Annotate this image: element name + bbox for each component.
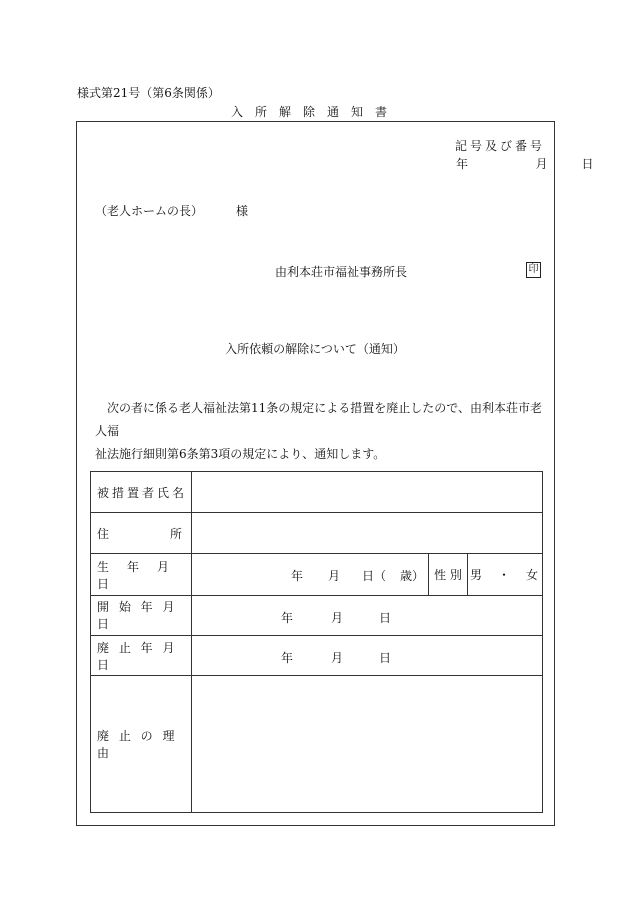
end-year: 年 [281,650,294,665]
sex-options[interactable]: 男 ・ 女 [468,554,543,595]
birth-age: 歳） [400,569,425,584]
birth-label: 生 年 月 日 [91,554,192,595]
start-month: 月 [331,610,344,625]
end-day: 日 [379,650,392,665]
body-line-2: 祉法施行細則第6条第3項の規定により、通知します。 [95,447,386,461]
end-date-label: 廃 止 年 月 日 [91,635,192,675]
birth-day: 日（ [362,569,387,584]
address-label-1: 住 [97,526,113,541]
form-number: 様式第21号（第6条関係） [77,86,220,100]
body-paragraph [95,397,547,466]
address-value[interactable] [192,513,543,554]
details-table [90,471,543,813]
end-month: 月 [331,650,344,665]
table-row [91,635,543,675]
table-row [91,595,543,635]
start-date-value[interactable] [192,595,543,635]
table-row [91,554,543,595]
sender-name: 由利本荘市福祉事務所長 [275,265,408,279]
document-title: 入所解除通知書 [230,105,399,119]
issue-date-day: 日 [581,157,594,171]
table-row [91,472,543,513]
birth-value[interactable] [192,554,429,595]
birth-year: 年 [291,569,304,584]
name-label: 被措置者氏名 [91,472,192,513]
end-date-value[interactable] [192,635,543,675]
start-date-label: 開 始 年 月 日 [91,595,192,635]
issue-date-year: 年 [456,157,469,171]
address-label [91,513,192,554]
subject-line: 入所依頼の解除について（通知） [225,342,405,356]
start-year: 年 [281,610,294,625]
addressee-name: （老人ホームの長） [95,204,204,218]
address-label-2: 所 [169,526,185,541]
body-line-1: 次の者に係る老人福祉法第11条の規定による措置を廃止したので、由利本荘市老人福 [95,401,543,438]
seal-mark: 印 [526,262,541,278]
sex-label: 性 別 [429,554,468,595]
name-value[interactable] [192,472,543,513]
addressee-honorific: 様 [236,204,249,218]
reason-label: 廃 止 の 理 由 [91,676,192,813]
issue-date [456,155,594,172]
birth-month: 月 [328,569,341,584]
table-row [91,676,543,813]
issue-date-month: 月 [535,157,548,171]
reference-number-label: 記号及び番号 [455,139,546,153]
start-day: 日 [379,610,392,625]
table-row [91,513,543,554]
reason-value[interactable] [192,676,543,813]
